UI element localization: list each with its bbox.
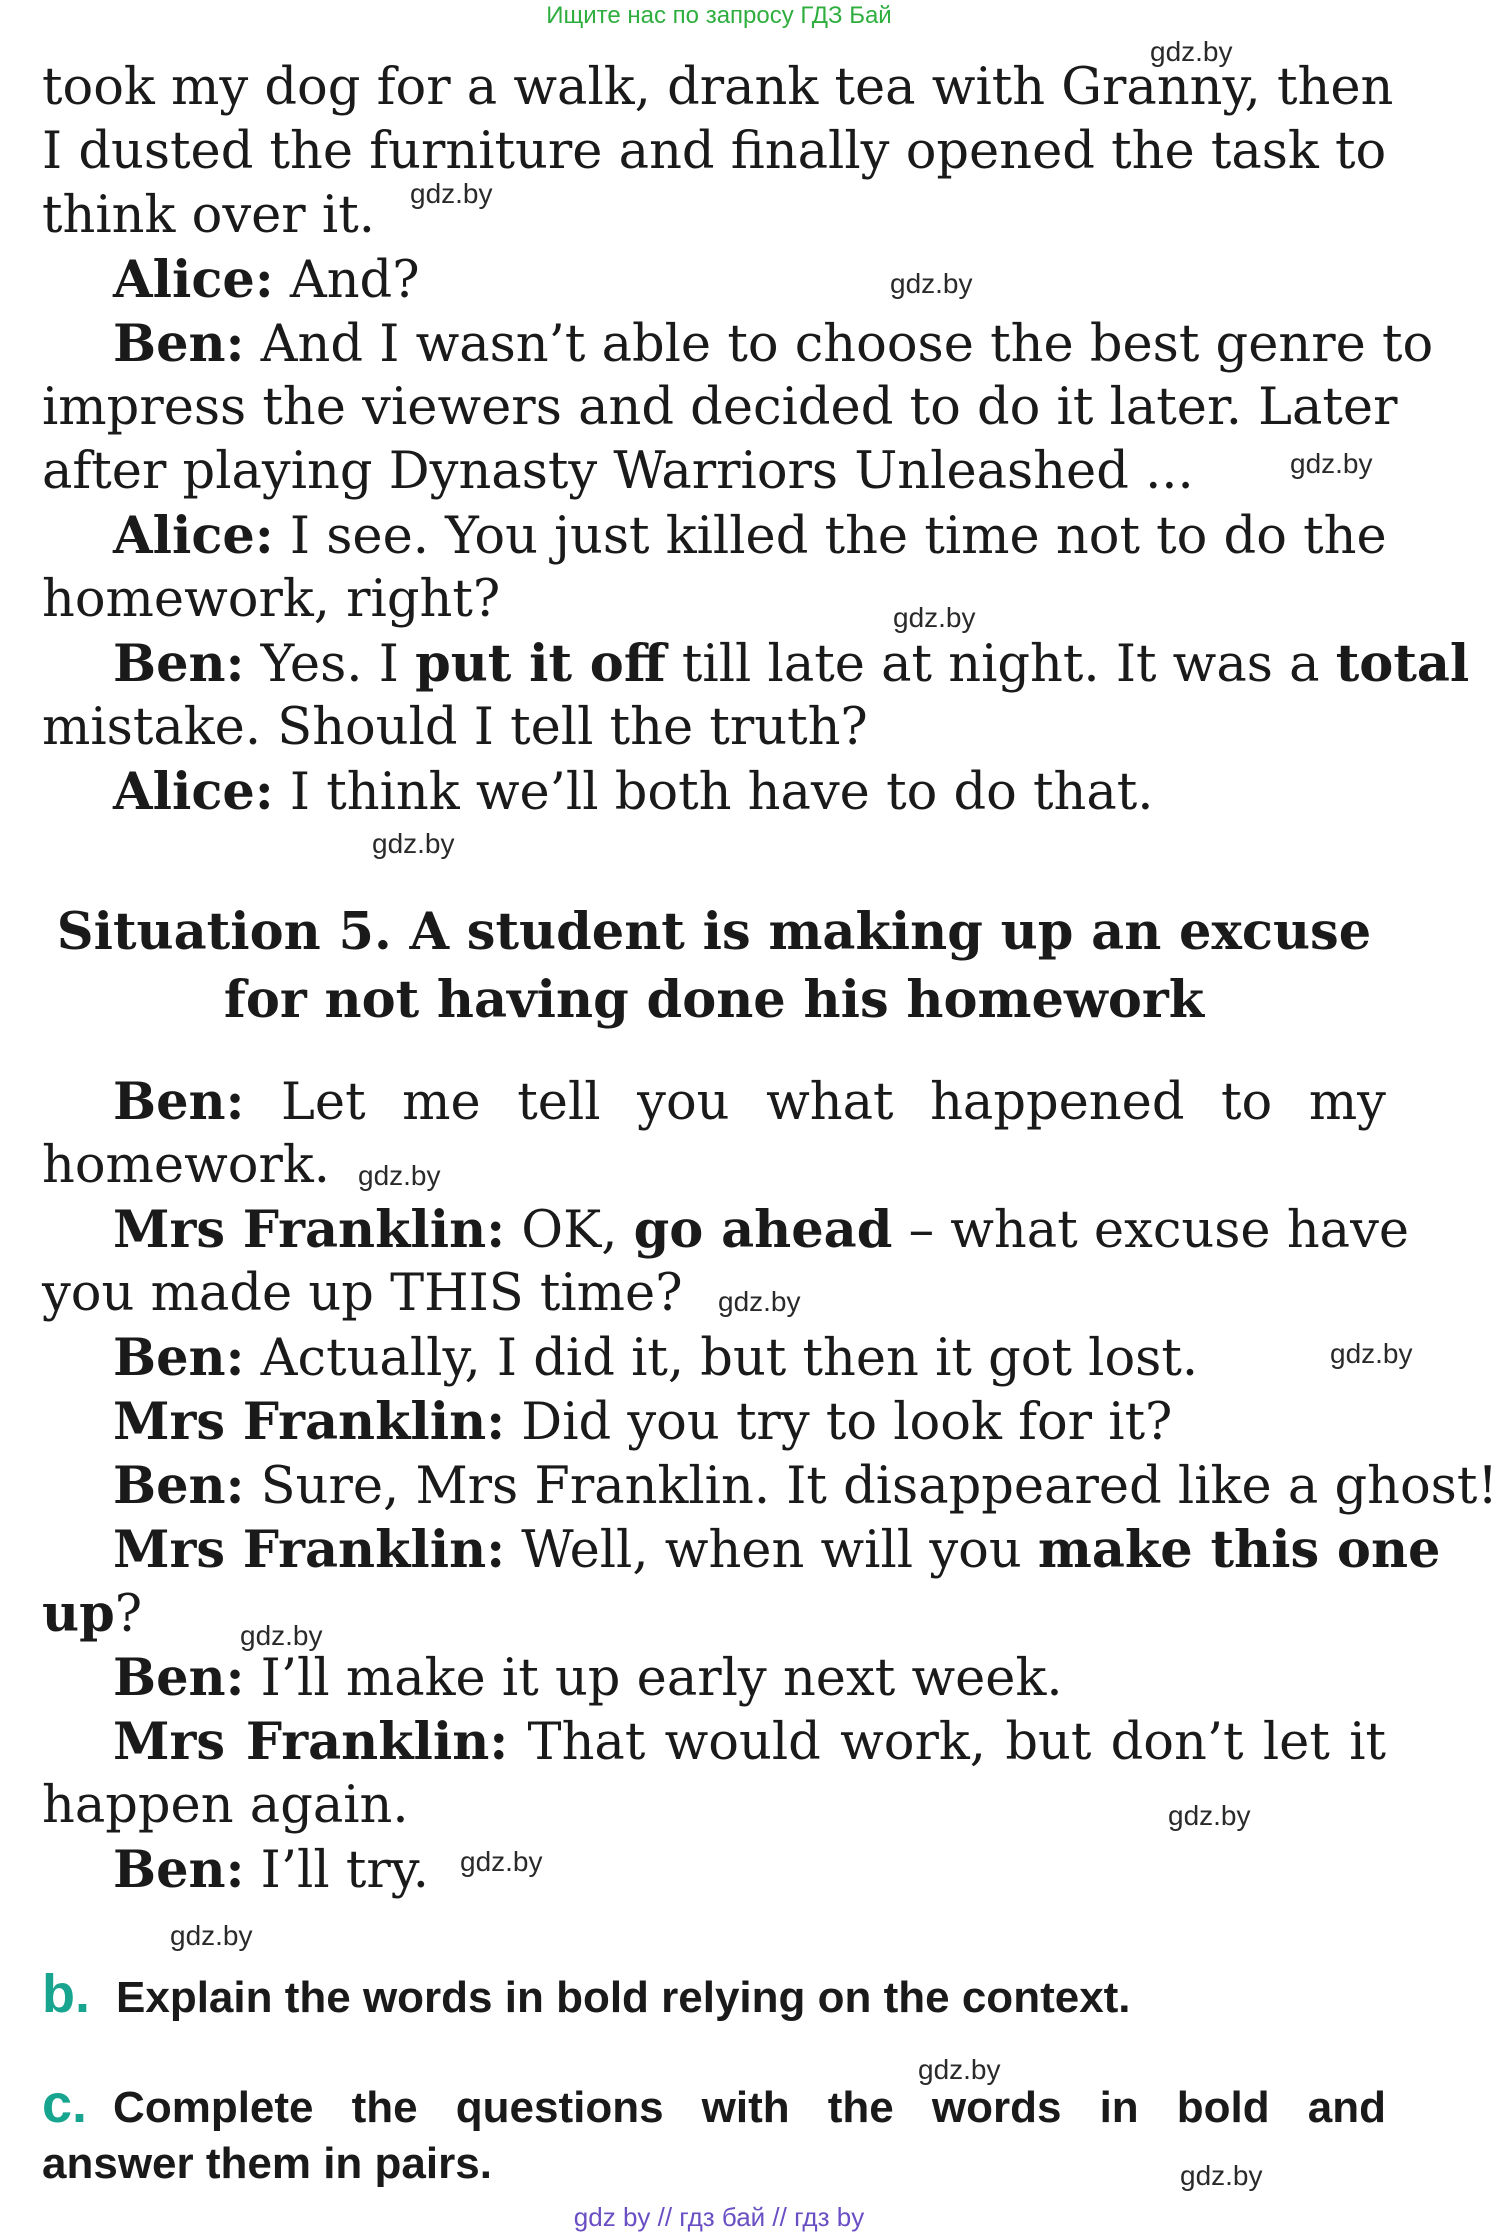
speaker-name: Ben: [113,1456,245,1516]
watermark: gdz.by [893,602,976,633]
watermark: gdz.by [718,1286,801,1317]
speaker-name: Ben: [113,1840,245,1900]
dialogue-line: Ben: Actually, I did it, but then it got lost. [113,1328,1199,1388]
situation-heading: for not having done his homework [223,970,1205,1030]
watermark: gdz.by [1330,1338,1413,1369]
dialogue-line: Mrs Franklin: OK, go ahead – what excuse have [113,1200,1410,1260]
situation-heading: Situation 5. A student is making up an excuse [56,902,1372,962]
dialogue-line: Ben: Sure, Mrs Franklin. It disappeared like a ghost! [113,1456,1498,1516]
page-footer[interactable]: gdz by // гдз бай // гдз by [573,2202,865,2232]
dialogue-line: you made up THIS time? [42,1264,683,1323]
dialogue-line: I dusted the furniture and finally opened the task to [42,122,1387,181]
task-letter: c. [42,2074,88,2134]
speaker-name: Ben: [113,314,245,374]
speaker-name: Alice: [113,762,274,822]
watermark: gdz.by [918,2054,1001,2085]
dialogue-line: Mrs Franklin: Well, when will you make this one [113,1520,1441,1580]
bold-phrase: up [42,1584,115,1644]
speaker-name: Mrs Franklin: [113,1392,506,1452]
dialogue-line: Mrs Franklin: Did you try to look for it? [113,1392,1173,1452]
speaker-name: Ben: [113,1072,245,1132]
dialogue-line: after playing Dynasty Warriors Unleashed ... [42,442,1194,501]
dialogue-line: up? [42,1584,143,1644]
watermark: gdz.by [1180,2160,1263,2191]
dialogue-line: homework. [42,1136,330,1195]
task-c: c. Complete the questions with the words in bold and [42,2074,1386,2134]
bold-phrase: total [1335,634,1470,694]
speaker-name: Mrs Franklin: [113,1200,506,1260]
dialogue-line: Ben: Yes. I put it off till late at night. It was a total [113,634,1470,694]
task-b: b. Explain the words in bold relying on the context. [42,1964,1131,2024]
speaker-name: Ben: [113,1648,245,1708]
watermark: gdz.by [240,1620,323,1651]
speaker-name: Ben: [113,634,245,694]
dialogue-line: took my dog for a walk, drank tea with Granny, then [42,58,1394,117]
speaker-name: Alice: [113,250,274,310]
speaker-name: Alice: [113,506,274,566]
watermark: gdz.by [890,268,973,299]
watermark: gdz.by [410,178,493,209]
task-c-continued: answer them in pairs. [42,2139,492,2188]
watermark: gdz.by [1290,448,1373,479]
bold-phrase: make this one [1037,1520,1441,1580]
dialogue-line: mistake. Should I tell the truth? [42,698,868,757]
speaker-name: Ben: [113,1328,245,1388]
dialogue-line: Ben: And I wasn’t able to choose the best genre to [113,314,1434,374]
dialogue-line: Alice: I think we’ll both have to do that. [113,762,1154,822]
watermark: gdz.by [372,828,455,859]
dialogue-line: Ben: I’ll try. [113,1840,429,1900]
watermark: gdz.by [1150,36,1233,67]
dialogue-line: Ben: I’ll make it up early next week. [113,1648,1063,1708]
dialogue-line: think over it. [42,186,375,245]
watermark: gdz.by [460,1846,543,1877]
task-letter: b. [42,1964,90,2024]
dialogue-line: homework, right? [42,570,501,629]
watermark: gdz.by [1168,1800,1251,1831]
watermark: gdz.by [170,1920,253,1951]
speaker-name: Mrs Franklin: [113,1712,509,1772]
watermark: gdz.by [358,1160,441,1191]
dialogue-line: Ben: Let me tell you what happened to my [113,1072,1386,1132]
dialogue-line: Alice: And? [113,250,420,310]
page-header[interactable]: Ищите нас по запросу ГДЗ Бай [546,2,892,29]
dialogue-line: happen again. [42,1776,409,1835]
bold-phrase: put it off [415,634,666,694]
bold-phrase: go ahead [633,1200,893,1260]
dialogue-line: impress the viewers and decided to do it later. Later [42,378,1398,437]
dialogue-line: Alice: I see. You just killed the time not to do the [113,506,1387,566]
dialogue-line: Mrs Franklin: That would work, but don’t let it [113,1712,1386,1772]
speaker-name: Mrs Franklin: [113,1520,506,1580]
